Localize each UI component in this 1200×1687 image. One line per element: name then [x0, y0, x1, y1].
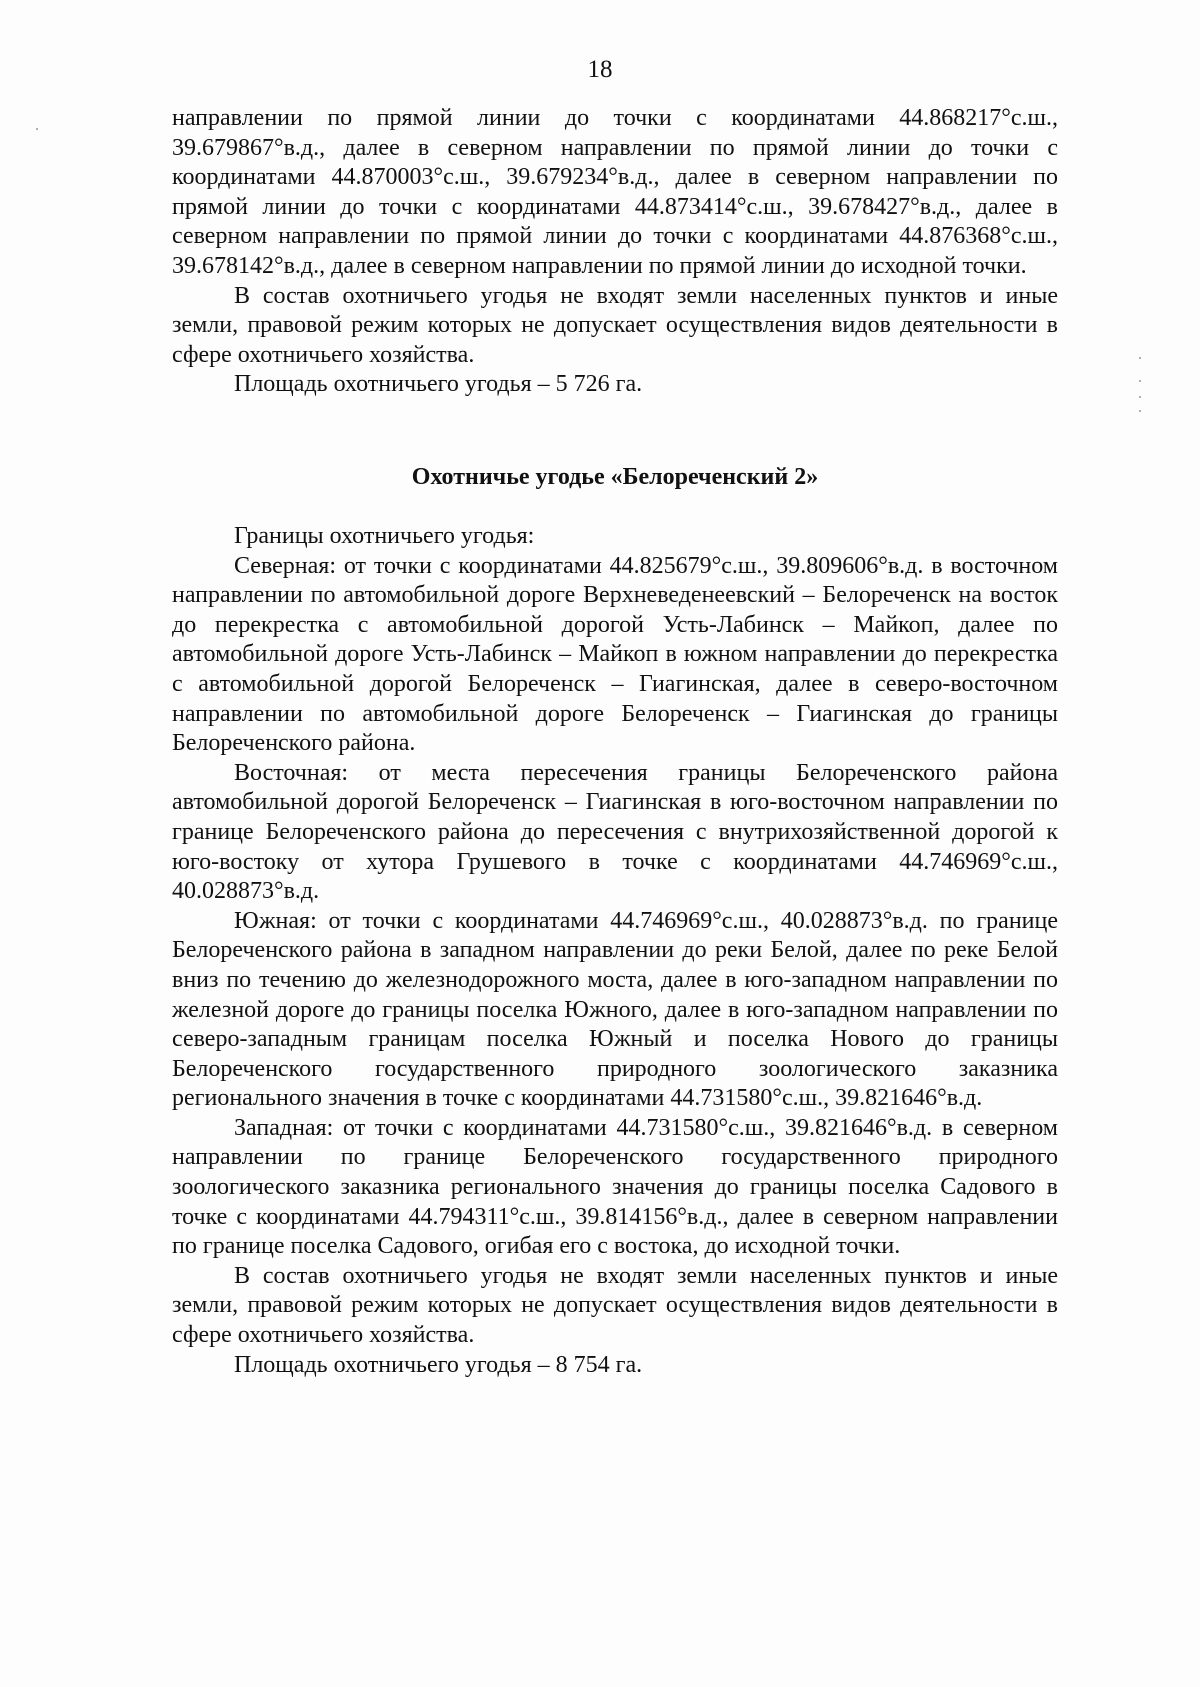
section-belorechensky-2	[172, 522, 1058, 1380]
exclusion-paragraph: В состав охотничьего угодья не входят земли населенных пунктов и иные земли, правовой режим которых не допускает осуществления видов деятельности в сфере охотничьего хозяйства.	[172, 282, 1058, 368]
borders-label: Границы охотничьего угодья:	[234, 523, 535, 549]
north-border-paragraph: Северная: от точки с координатами 44.825679°с.ш., 39.809606°в.д. в восточном направлении по автомобильной дороге Верхневеденеевский – Белореченск на восток до перекрестка с автомобильной дорогой Усть-Лабинск – Майкоп, далее по автомобильной дороге Усть-Лабинск – Майкоп в южном направлении до перекрестка с автомобильной дорогой Белореченск – Гиагинская, далее в северо-восточном направлении по автомобильной дороге Белореченск – Гиагинская до границы Белореченского района.	[172, 552, 1058, 757]
scan-speck	[1139, 357, 1141, 359]
west-border-paragraph: Западная: от точки с координатами 44.731580°с.ш., 39.821646°в.д. в северном направлении по границе Белореченского государственного природного зоологического заказника регионального значения до границы поселка Садового в точке с координатами 44.794311°с.ш., 39.814156°в.д., далее в северном направлении по границе поселка Садового, огибая его с востока, до исходной точки.	[172, 1114, 1058, 1260]
page-number: 18	[587, 56, 613, 83]
area-paragraph-2: Площадь охотничьего угодья – 8 754 га.	[234, 1351, 643, 1378]
boundary-continuation-paragraph: направлении по прямой линии до точки с координатами 44.868217°с.ш., 39.679867°в.д., далее в северном направлении по прямой линии до точки с координатами 44.870003°с.ш., 39.679234°в.д., далее в северном направлении по прямой линии до точки с координатами 44.873414°с.ш., 39.678427°в.д., далее в северном направлении по прямой линии до точки с координатами 44.876368°с.ш., 39.678142°в.д., далее в северном направлении по прямой линии до исходной точки.	[172, 105, 1058, 279]
exclusion-paragraph-2: В состав охотничьего угодья не входят земли населенных пунктов и иные земли, правовой режим которых не допускает осуществления видов деятельности в сфере охотничьего хозяйства.	[172, 1262, 1058, 1349]
scan-speck	[36, 128, 38, 130]
scan-speck	[1139, 380, 1141, 382]
scan-speck	[1139, 396, 1141, 398]
scan-speck	[1139, 410, 1141, 412]
south-border-paragraph: Южная: от точки с координатами 44.746969°с.ш., 40.028873°в.д. по границе Белореченского района в западном направлении до реки Белой, далее по реке Белой вниз по течению до железнодорожного моста, далее в юго-западном направлении по железной дороге до границы поселка Южного, далее в юго-западном направлении по северо-западным границам поселка Южный и поселка Нового до границы Белореченского государственного природного зоологического заказника регионального значения в точке с координатами 44.731580°с.ш., 39.821646°в.д.	[172, 907, 1058, 1112]
area-paragraph: Площадь охотничьего угодья – 5 726 га.	[234, 371, 643, 398]
east-border-paragraph: Восточная: от места пересечения границы Белореченского района автомобильной дорогой Белореченск – Гиагинская в юго-восточном направлении по границе Белореченского района до пересечения с внутрихозяйственной дорогой к юго-востоку от хутора Грушевого в точке с координатами 44.746969°с.ш., 40.028873°в.д.	[172, 759, 1058, 905]
section-belorechensky-1-tail	[172, 104, 1058, 400]
section-heading: Охотничье угодье «Белореченский 2»	[411, 464, 819, 490]
